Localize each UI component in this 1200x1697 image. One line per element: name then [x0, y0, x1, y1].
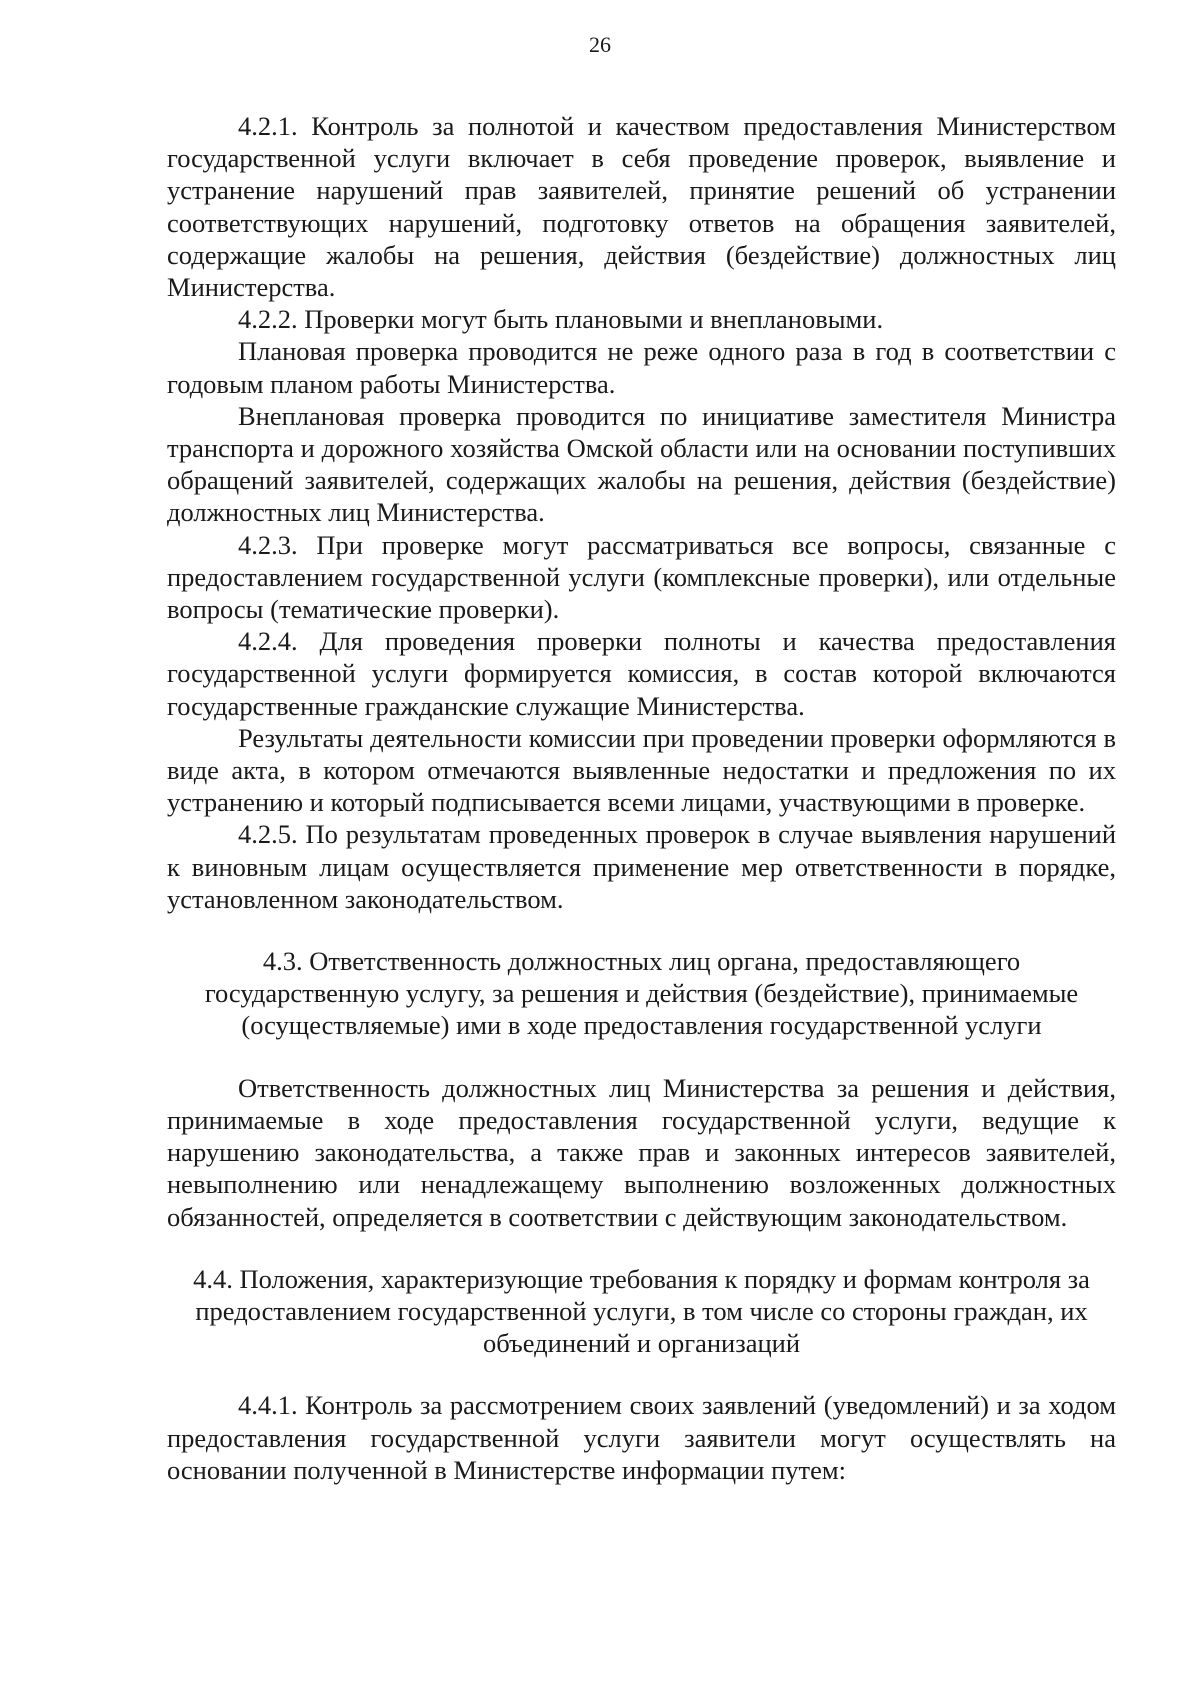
- paragraph-4-2-3: 4.2.3. При проверке могут рассматриваться все вопросы, связанные с предоставлением государственной услуги (комплексные проверки), или отдельные вопросы (тематические проверки).: [167, 529, 1116, 625]
- paragraph-4-2-5: 4.2.5. По результатам проведенных проверок в случае выявления нарушений к виновным лицам осуществляется применение мер ответственности в порядке, установленном законодательством.: [167, 819, 1116, 914]
- paragraph-planned-inspection: Плановая проверка проводится не реже одного раза в год в соответствии с годовым планом работы Министерства.: [167, 336, 1116, 399]
- paragraph-commission-results: Результаты деятельности комиссии при проведении проверки оформляются в виде акта, в котором отмечаются выявленные недостатки и предложения по их устранению и который подписывается всеми лицами, участвующими в проверке.: [167, 722, 1116, 818]
- paragraph-4-2-1: 4.2.1. Контроль за полнотой и качеством предоставления Министерством государственной услуги включает в себя проведение проверок, выявление и устранение нарушений прав заявителей, принятие решений об устранении соответствующих нарушений, подготовку ответов на обращения заявителей, содержащие жалобы на решения, действия (бездействие) должностных лиц Министерства.: [167, 111, 1116, 303]
- paragraph-4-3-body: Ответственность должностных лиц Министерства за решения и действия, принимаемые в ходе предоставления государственной услуги, ведущие к нарушению законодательства, а также прав и законных интересов заявителей, невыполнению или ненадлежащему выполнению возложенных должностных обязанностей, определяется в соответствии с действующим законодательством.: [167, 1072, 1116, 1232]
- page-number: 26: [589, 32, 611, 57]
- section-heading-4-4: 4.4. Положения, характеризующие требования к порядку и формам контроля за предоставлением государственной услуги, в том числе со стороны граждан, их объединений и организаций: [193, 1263, 1090, 1359]
- paragraph-4-2-4: 4.2.4. Для проведения проверки полноты и качества предоставления государственной услуги формируется комиссия, в состав которой включаются государственные гражданские служащие Министерства.: [167, 626, 1116, 721]
- section-heading-4-3: 4.3. Ответственность должностных лиц органа, предоставляющего государственную услугу, за решения и действия (бездействие), принимаемые (осуществляемые) ими в ходе предоставления государственной услуги: [204, 946, 1079, 1041]
- paragraph-4-4-1: 4.4.1. Контроль за рассмотрением своих заявлений (уведомлений) и за ходом предоставления государственной услуги заявители могут осуществлять на основании полученной в Министерстве информации путем:: [167, 1390, 1116, 1485]
- paragraph-4-2-2: 4.2.2. Проверки могут быть плановыми и внеплановыми.: [238, 304, 884, 335]
- document-body: [167, 110, 1116, 1486]
- paragraph-unplanned-inspection: Внеплановая проверка проводится по инициативе заместителя Министра транспорта и дорожного хозяйства Омской области или на основании поступивших обращений заявителей, содержащих жалобы на решения, действия (бездействие) должностных лиц Министерства.: [167, 400, 1116, 528]
